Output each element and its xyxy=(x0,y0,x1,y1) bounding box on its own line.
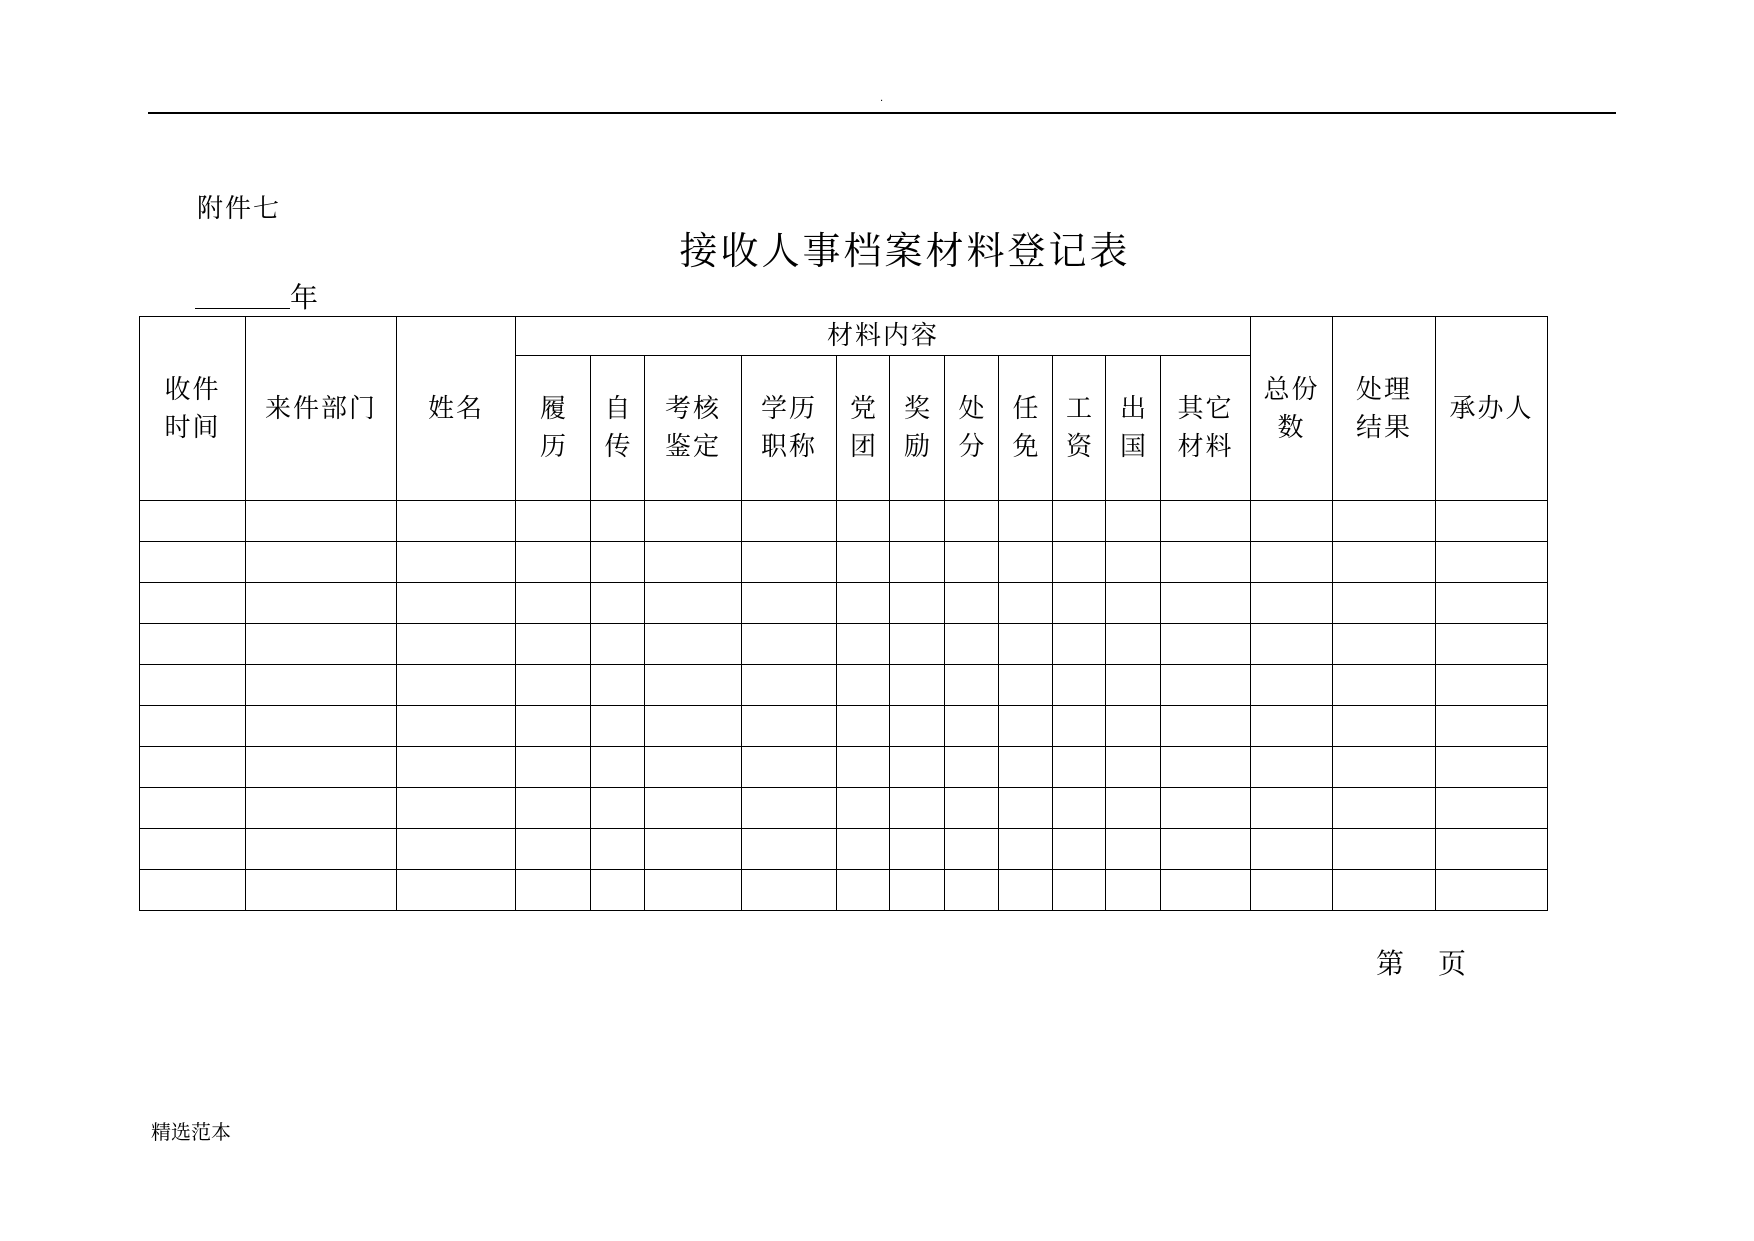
table-cell[interactable] xyxy=(246,829,397,870)
table-cell[interactable] xyxy=(945,870,999,911)
table-cell[interactable] xyxy=(516,624,591,665)
header-total-copies: 总份数 xyxy=(1251,317,1333,501)
table-cell[interactable] xyxy=(516,706,591,747)
table-cell[interactable] xyxy=(140,542,246,583)
table-row xyxy=(140,542,1548,583)
table-cell[interactable] xyxy=(742,624,837,665)
table-cell[interactable] xyxy=(742,788,837,829)
table-cell[interactable] xyxy=(645,706,742,747)
header-sender-dept: 来件部门 xyxy=(246,317,397,501)
table-cell[interactable] xyxy=(397,747,516,788)
table-cell[interactable] xyxy=(837,870,890,911)
page-suffix: 页 xyxy=(1438,947,1467,980)
table-cell[interactable] xyxy=(837,501,890,542)
table-cell[interactable] xyxy=(645,829,742,870)
table-cell[interactable] xyxy=(397,829,516,870)
table-cell[interactable] xyxy=(999,624,1053,665)
table-cell[interactable] xyxy=(591,788,645,829)
table-cell[interactable] xyxy=(742,706,837,747)
table-cell[interactable] xyxy=(645,747,742,788)
table-cell[interactable] xyxy=(140,665,246,706)
table-cell[interactable] xyxy=(1436,501,1548,542)
table-cell[interactable] xyxy=(1161,542,1251,583)
table-cell[interactable] xyxy=(516,788,591,829)
table-cell[interactable] xyxy=(1251,583,1333,624)
table-cell[interactable] xyxy=(591,542,645,583)
table-cell[interactable] xyxy=(1251,542,1333,583)
header-material-group: 材料内容 xyxy=(516,317,1251,356)
table-cell[interactable] xyxy=(1436,747,1548,788)
table-cell[interactable] xyxy=(945,829,999,870)
table-cell[interactable] xyxy=(837,788,890,829)
page-title: 接收人事档案材料登记表 xyxy=(679,229,1131,273)
header-material-rewards: 奖励 xyxy=(890,356,945,501)
table-cell[interactable] xyxy=(397,542,516,583)
table-cell[interactable] xyxy=(516,665,591,706)
table-cell[interactable] xyxy=(1053,542,1106,583)
table-cell[interactable] xyxy=(945,501,999,542)
table-cell[interactable] xyxy=(890,583,945,624)
table-cell[interactable] xyxy=(1436,788,1548,829)
table-cell[interactable] xyxy=(397,583,516,624)
table-cell[interactable] xyxy=(999,788,1053,829)
table-cell[interactable] xyxy=(742,870,837,911)
header-material-abroad: 出国 xyxy=(1106,356,1161,501)
table-cell[interactable] xyxy=(1053,583,1106,624)
table-cell[interactable] xyxy=(1333,665,1436,706)
table-cell[interactable] xyxy=(837,665,890,706)
table-cell[interactable] xyxy=(999,747,1053,788)
table-cell[interactable] xyxy=(890,870,945,911)
table-cell[interactable] xyxy=(1161,870,1251,911)
table-cell[interactable] xyxy=(246,624,397,665)
table-cell[interactable] xyxy=(397,788,516,829)
registration-table xyxy=(139,316,1548,911)
table-cell[interactable] xyxy=(591,501,645,542)
year-blank[interactable] xyxy=(195,282,290,309)
table-cell[interactable] xyxy=(591,829,645,870)
table-cell[interactable] xyxy=(1251,747,1333,788)
table-cell[interactable] xyxy=(645,542,742,583)
table-cell[interactable] xyxy=(890,706,945,747)
footer-text: 精选范本 xyxy=(151,1120,231,1144)
table-row xyxy=(140,501,1548,542)
table-cell[interactable] xyxy=(591,665,645,706)
header-handler: 承办人 xyxy=(1436,317,1548,501)
table-row xyxy=(140,747,1548,788)
table-cell[interactable] xyxy=(999,665,1053,706)
table-cell[interactable] xyxy=(837,542,890,583)
table-cell[interactable] xyxy=(1053,501,1106,542)
table-cell[interactable] xyxy=(1161,747,1251,788)
table-cell[interactable] xyxy=(1106,542,1161,583)
table-cell[interactable] xyxy=(1436,706,1548,747)
table-row xyxy=(140,665,1548,706)
table-cell[interactable] xyxy=(1161,501,1251,542)
header-material-salary: 工资 xyxy=(1053,356,1106,501)
table-cell[interactable] xyxy=(246,747,397,788)
table-cell[interactable] xyxy=(140,747,246,788)
table-cell[interactable] xyxy=(1436,665,1548,706)
table-cell[interactable] xyxy=(999,583,1053,624)
table-cell[interactable] xyxy=(140,829,246,870)
table-cell[interactable] xyxy=(1333,583,1436,624)
table-cell[interactable] xyxy=(591,706,645,747)
table-cell[interactable] xyxy=(1161,583,1251,624)
table-cell[interactable] xyxy=(1106,788,1161,829)
table-cell[interactable] xyxy=(1106,665,1161,706)
page-number xyxy=(1376,948,1466,980)
table-cell[interactable] xyxy=(140,788,246,829)
table-cell[interactable] xyxy=(1161,706,1251,747)
table-cell[interactable] xyxy=(1161,665,1251,706)
table-cell[interactable] xyxy=(397,870,516,911)
table-cell[interactable] xyxy=(837,706,890,747)
table-cell[interactable] xyxy=(999,542,1053,583)
table-cell[interactable] xyxy=(397,665,516,706)
table-cell[interactable] xyxy=(1161,829,1251,870)
table-cell[interactable] xyxy=(999,870,1053,911)
table-cell[interactable] xyxy=(1106,829,1161,870)
table-cell[interactable] xyxy=(945,542,999,583)
table-cell[interactable] xyxy=(837,624,890,665)
table-cell[interactable] xyxy=(591,747,645,788)
table-cell[interactable] xyxy=(945,583,999,624)
table-cell[interactable] xyxy=(397,501,516,542)
table-row xyxy=(140,788,1548,829)
table-cell[interactable] xyxy=(1251,870,1333,911)
table-cell[interactable] xyxy=(1251,665,1333,706)
header-material-appointment: 任免 xyxy=(999,356,1053,501)
header-material-penalties: 处分 xyxy=(945,356,999,501)
table-cell[interactable] xyxy=(516,747,591,788)
table-cell[interactable] xyxy=(1436,583,1548,624)
table-cell[interactable] xyxy=(890,501,945,542)
table-cell[interactable] xyxy=(890,542,945,583)
table-cell[interactable] xyxy=(945,706,999,747)
header-material-other: 其它材料 xyxy=(1161,356,1251,501)
table-cell[interactable] xyxy=(1161,624,1251,665)
table-cell[interactable] xyxy=(1436,624,1548,665)
header-material-education: 学历职称 xyxy=(742,356,837,501)
table-cell[interactable] xyxy=(1106,706,1161,747)
table-cell[interactable] xyxy=(246,583,397,624)
table-cell[interactable] xyxy=(742,665,837,706)
table-cell[interactable] xyxy=(591,624,645,665)
table-cell[interactable] xyxy=(1333,624,1436,665)
table-cell[interactable] xyxy=(397,706,516,747)
table-cell[interactable] xyxy=(837,583,890,624)
table-cell[interactable] xyxy=(742,829,837,870)
table-cell[interactable] xyxy=(1251,501,1333,542)
table-cell[interactable] xyxy=(945,747,999,788)
year-field xyxy=(195,282,318,314)
header-receive-time: 收件时间 xyxy=(140,317,246,501)
table-body xyxy=(140,317,1548,911)
table-cell[interactable] xyxy=(1333,706,1436,747)
year-suffix: 年 xyxy=(290,281,319,314)
table-cell[interactable] xyxy=(1333,788,1436,829)
table-cell[interactable] xyxy=(246,501,397,542)
table-cell[interactable] xyxy=(516,583,591,624)
table-cell[interactable] xyxy=(1333,501,1436,542)
table-cell[interactable] xyxy=(742,501,837,542)
table-cell[interactable] xyxy=(246,706,397,747)
table-cell[interactable] xyxy=(516,542,591,583)
table-cell[interactable] xyxy=(945,624,999,665)
table-cell[interactable] xyxy=(1106,870,1161,911)
table-cell[interactable] xyxy=(945,788,999,829)
table-cell[interactable] xyxy=(999,501,1053,542)
table-cell[interactable] xyxy=(837,829,890,870)
table-cell[interactable] xyxy=(1333,829,1436,870)
table-cell[interactable] xyxy=(1053,747,1106,788)
table-cell[interactable] xyxy=(890,665,945,706)
table-cell[interactable] xyxy=(591,870,645,911)
table-cell[interactable] xyxy=(516,870,591,911)
table-cell[interactable] xyxy=(246,870,397,911)
table-cell[interactable] xyxy=(140,624,246,665)
table-cell[interactable] xyxy=(890,747,945,788)
table-cell[interactable] xyxy=(246,542,397,583)
table-cell[interactable] xyxy=(742,747,837,788)
table-cell[interactable] xyxy=(645,665,742,706)
table-cell[interactable] xyxy=(1053,870,1106,911)
table-cell[interactable] xyxy=(742,542,837,583)
header-material-appraisal: 考核鉴定 xyxy=(645,356,742,501)
header-rule xyxy=(148,112,1616,114)
table-cell[interactable] xyxy=(1251,788,1333,829)
table-cell[interactable] xyxy=(1333,870,1436,911)
table-cell[interactable] xyxy=(1161,788,1251,829)
attachment-label: 附件七 xyxy=(197,194,282,224)
header-material-autobiography: 自传 xyxy=(591,356,645,501)
table-row xyxy=(140,706,1548,747)
table-cell[interactable] xyxy=(1106,583,1161,624)
table-cell[interactable] xyxy=(945,665,999,706)
header-result: 处理结果 xyxy=(1333,317,1436,501)
table-cell[interactable] xyxy=(1053,788,1106,829)
table-cell[interactable] xyxy=(1333,542,1436,583)
table-cell[interactable] xyxy=(1106,624,1161,665)
table-cell[interactable] xyxy=(246,788,397,829)
table-cell[interactable] xyxy=(645,624,742,665)
table-row xyxy=(140,829,1548,870)
table-cell[interactable] xyxy=(1436,829,1548,870)
table-cell[interactable] xyxy=(1053,624,1106,665)
header-material-party: 党团 xyxy=(837,356,890,501)
table-cell[interactable] xyxy=(1251,706,1333,747)
table-cell[interactable] xyxy=(999,706,1053,747)
table-cell[interactable] xyxy=(1106,747,1161,788)
table-cell[interactable] xyxy=(1053,665,1106,706)
table-cell[interactable] xyxy=(1053,706,1106,747)
header-row-1 xyxy=(140,317,1548,356)
table-cell[interactable] xyxy=(1251,624,1333,665)
header-dot: . xyxy=(880,93,884,104)
table-row xyxy=(140,583,1548,624)
table-row xyxy=(140,624,1548,665)
table-cell[interactable] xyxy=(999,829,1053,870)
table-cell[interactable] xyxy=(516,501,591,542)
table-cell[interactable] xyxy=(645,501,742,542)
table-cell[interactable] xyxy=(516,829,591,870)
header-material-resume: 履历 xyxy=(516,356,591,501)
table-cell[interactable] xyxy=(890,624,945,665)
table-cell[interactable] xyxy=(140,583,246,624)
table-cell[interactable] xyxy=(890,788,945,829)
table-cell[interactable] xyxy=(1053,829,1106,870)
page-prefix: 第 xyxy=(1376,947,1405,980)
table-cell[interactable] xyxy=(1106,501,1161,542)
table-cell[interactable] xyxy=(397,624,516,665)
table-cell[interactable] xyxy=(1333,747,1436,788)
table-cell[interactable] xyxy=(742,583,837,624)
table-cell[interactable] xyxy=(890,829,945,870)
header-name: 姓名 xyxy=(397,317,516,501)
table-cell[interactable] xyxy=(246,665,397,706)
table-cell[interactable] xyxy=(1251,829,1333,870)
table-cell[interactable] xyxy=(645,870,742,911)
table-cell[interactable] xyxy=(140,870,246,911)
table-cell[interactable] xyxy=(645,583,742,624)
table-cell[interactable] xyxy=(140,706,246,747)
table-row xyxy=(140,870,1548,911)
table-cell[interactable] xyxy=(837,747,890,788)
table-cell[interactable] xyxy=(1436,870,1548,911)
table-cell[interactable] xyxy=(140,501,246,542)
table-cell[interactable] xyxy=(645,788,742,829)
table-cell[interactable] xyxy=(591,583,645,624)
table-cell[interactable] xyxy=(1436,542,1548,583)
